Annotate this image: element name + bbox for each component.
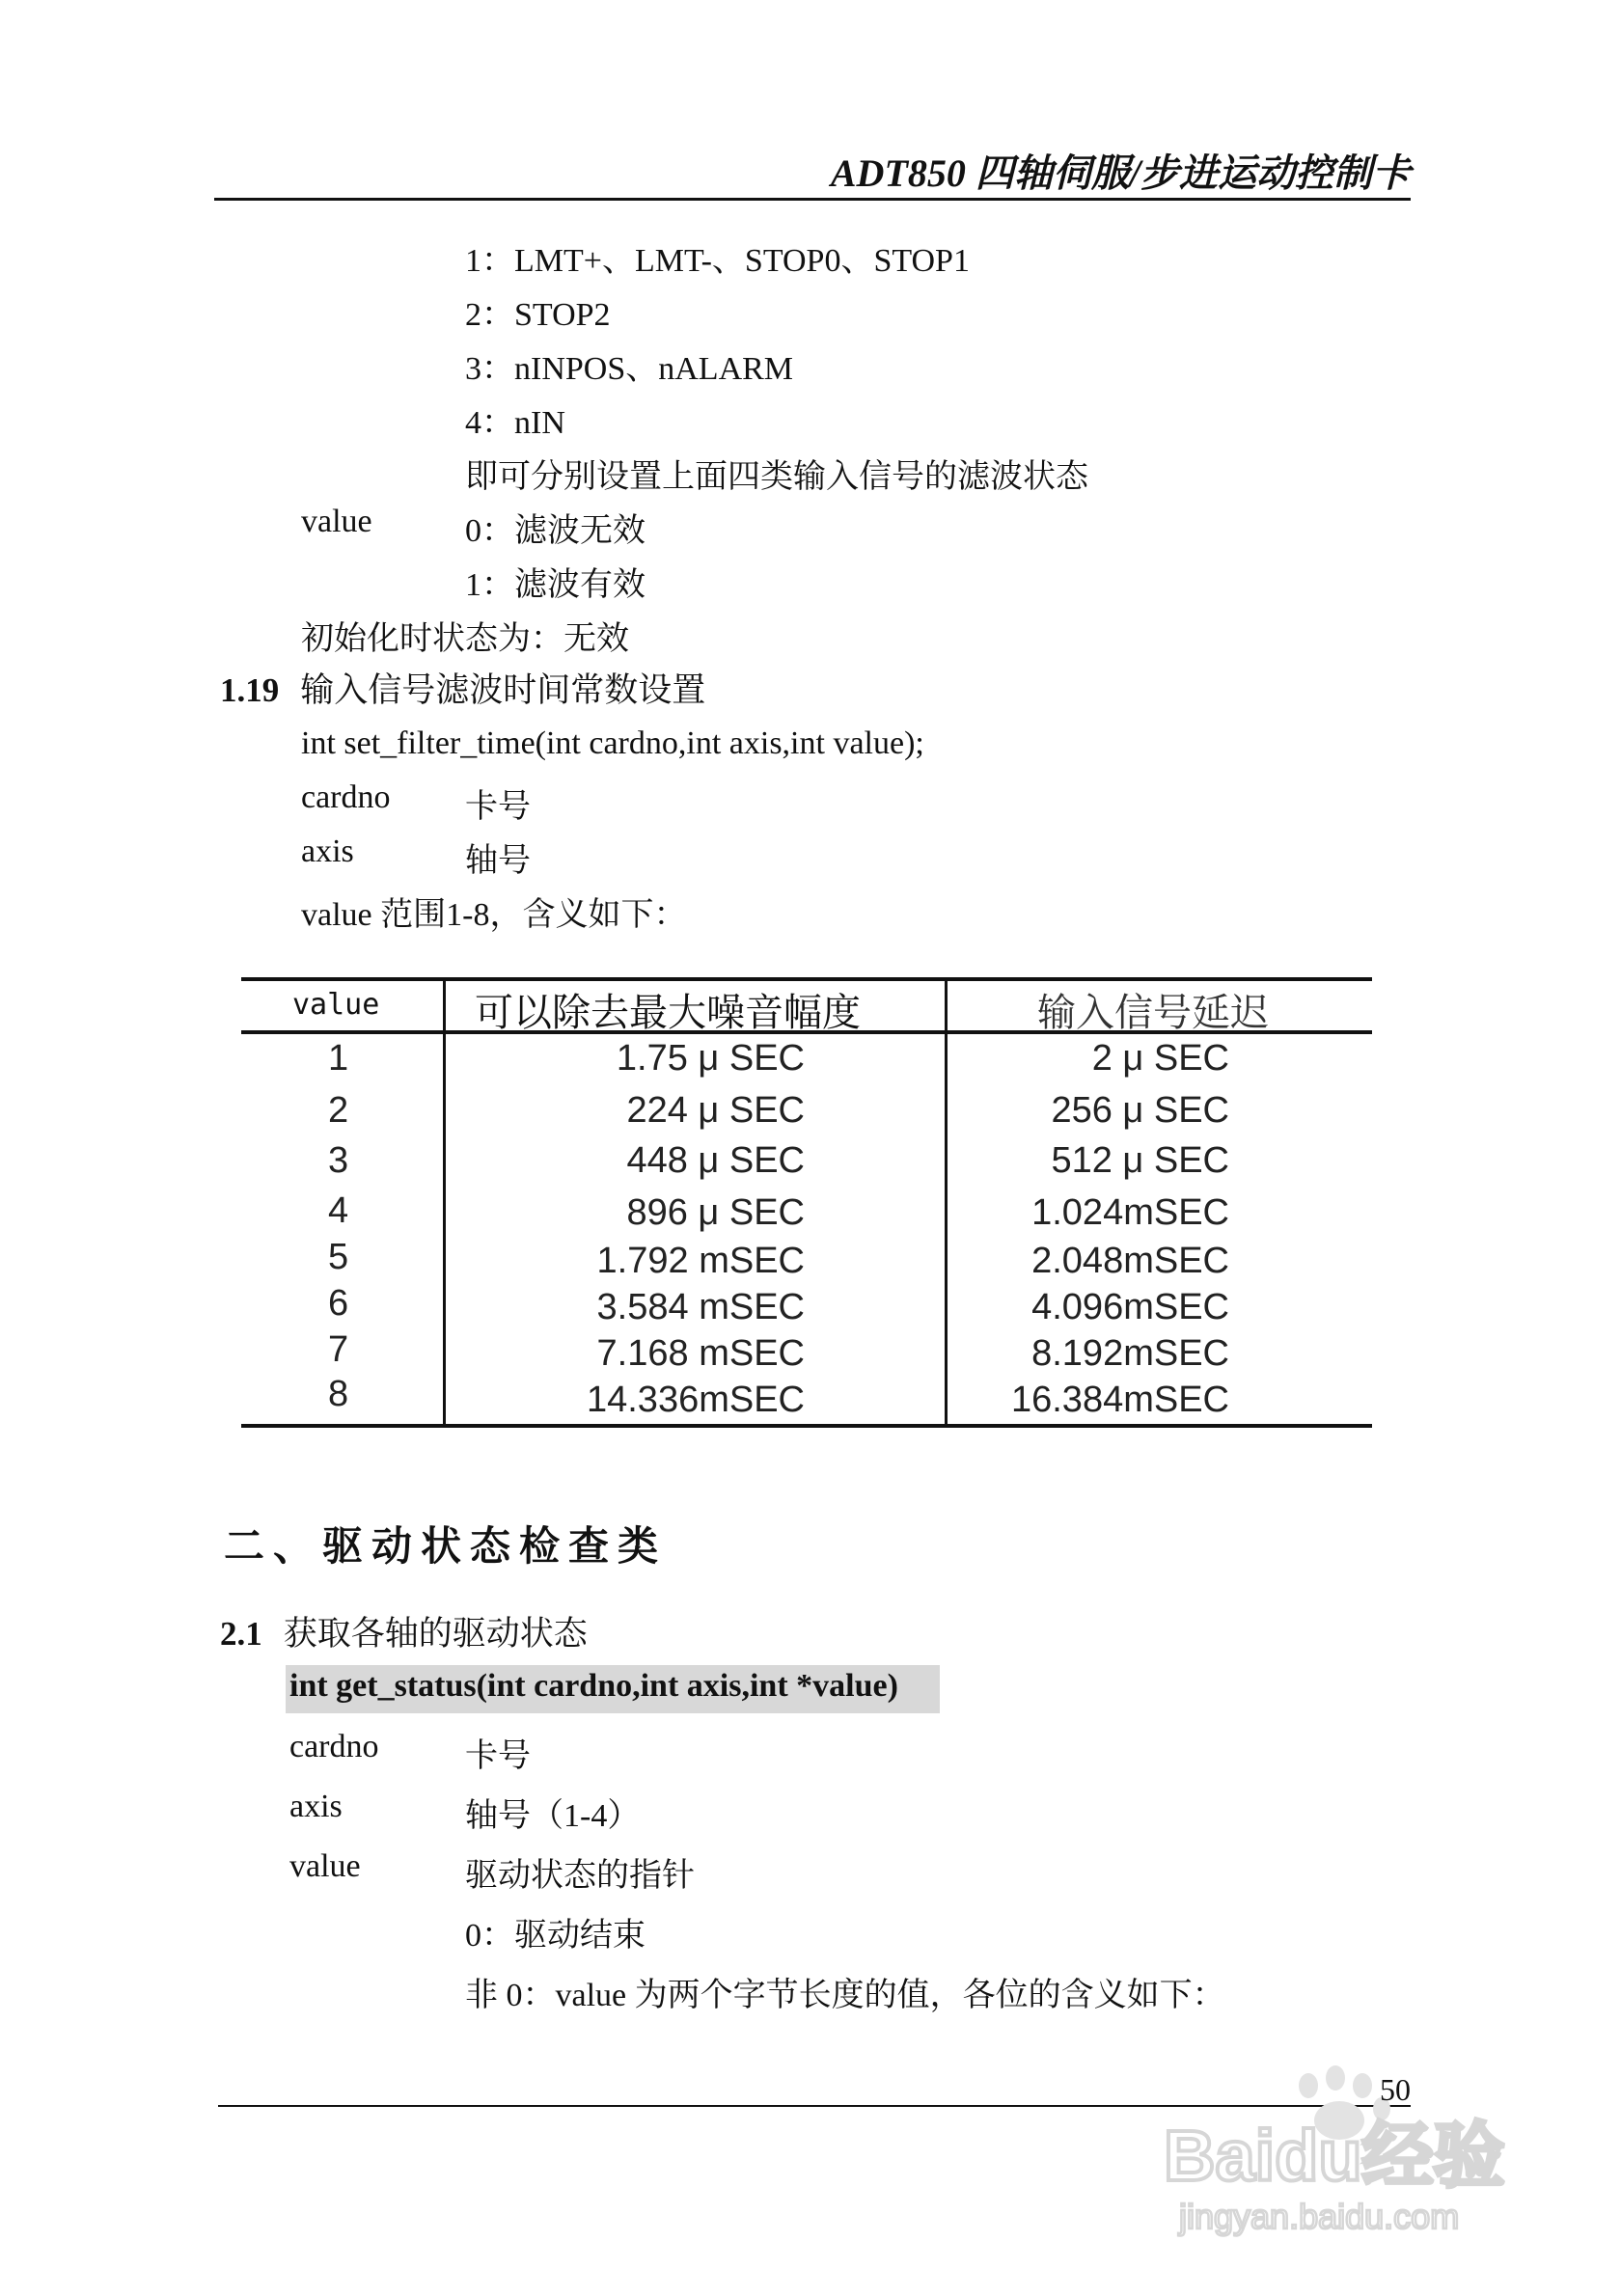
table-cell-delay: 512 μ SEC [1051,1140,1229,1181]
table-cell-value: 1 [328,1038,349,1079]
section-number: 2.1 [220,1615,262,1653]
watermark-brand: Baidu经验 [1164,2116,1505,2196]
section-2-1-heading [220,1607,588,1655]
table-cell-noise: 224 μ SEC [626,1090,805,1131]
table-cell-value: 8 [328,1374,349,1414]
param-desc-axis: 轴号 [465,843,531,879]
table-cell-value: 4 [328,1190,349,1231]
value-option-nonzero: 非 0：value 为两个字节长度的值，各位的含义如下： [465,1978,1225,2013]
table-column-divider [443,977,446,1428]
filter-type-line-3: 3：nINPOS、nALARM [465,351,794,387]
value-option-0: 0：驱动结束 [465,1918,646,1954]
table-bottom-rule [241,1424,1372,1428]
table-cell-delay: 2.048mSEC [1031,1241,1229,1281]
table-cell-noise: 3.584 mSEC [596,1287,805,1327]
table-cell-noise: 1.75 μ SEC [616,1038,805,1079]
param-name-value: value [301,504,372,539]
table-cell-delay: 256 μ SEC [1051,1090,1229,1131]
param-name-value: value [289,1848,361,1884]
table-header-value: value [292,988,380,1022]
filter-type-line-1: 1：LMT+、LMT-、STOP0、STOP1 [465,243,970,279]
param-desc-cardno: 卡号 [465,1738,531,1774]
filter-type-note: 即可分别设置上面四类输入信号的滤波状态 [465,459,1088,495]
table-column-divider [945,977,948,1428]
value-range-text: value 范围1-8，含义如下： [301,897,687,933]
section-1-19-heading [220,664,705,712]
section-title: 获取各轴的驱动状态 [283,1615,588,1653]
filter-type-line-4: 4：nIN [465,405,565,441]
table-top-rule [241,977,1372,981]
param-desc-value: 驱动状态的指针 [465,1858,695,1894]
table-cell-delay: 8.192mSEC [1031,1333,1229,1374]
table-cell-noise: 896 μ SEC [626,1192,805,1233]
table-cell-value: 2 [328,1090,349,1131]
table-cell-noise: 1.792 mSEC [596,1241,805,1281]
param-desc-axis: 轴号（1-4） [465,1798,641,1834]
header-divider [214,198,1411,201]
table-cell-noise: 448 μ SEC [626,1140,805,1181]
table-cell-noise: 7.168 mSEC [596,1333,805,1374]
table-cell-delay: 1.024mSEC [1031,1192,1229,1233]
table-header-noise: 可以除去最大噪音幅度 [475,991,861,1034]
table-cell-delay: 4.096mSEC [1031,1287,1229,1327]
filter-type-line-2: 2：STOP2 [465,297,611,333]
document-header-title: ADT850 四轴伺服/步进运动控制卡 [830,151,1411,195]
section-number: 1.19 [220,671,280,709]
page-number: 50 [1380,2072,1411,2107]
table-cell-noise: 14.336mSEC [586,1380,805,1420]
table-cell-value: 6 [328,1283,349,1324]
baidu-jingyan-watermark [1146,2064,1552,2238]
param-name-cardno: cardno [289,1729,379,1764]
value-option-0: 0：滤波无效 [465,513,646,549]
table-cell-value: 3 [328,1140,349,1181]
param-name-axis: axis [289,1789,343,1824]
table-cell-delay: 2 μ SEC [1091,1038,1229,1079]
init-state-text: 初始化时状态为：无效 [301,621,629,657]
param-name-cardno: cardno [301,779,391,815]
table-cell-value: 5 [328,1237,349,1277]
table-cell-delay: 16.384mSEC [1010,1380,1229,1420]
function-signature: int get_status(int cardno,int axis,int *value) [289,1668,898,1704]
section-title: 输入信号滤波时间常数设置 [300,671,706,709]
table-header-delay: 输入信号延迟 [1037,991,1269,1034]
table-cell-value: 7 [328,1329,349,1370]
function-signature: int set_filter_time(int cardno,int axis,int value); [301,725,924,761]
watermark-url: jingyan.baidu.com [1179,2197,1460,2236]
param-name-axis: axis [301,834,354,869]
param-desc-cardno: 卡号 [465,789,531,825]
value-option-1: 1：滤波有效 [465,567,646,603]
chapter-heading: 二、驱动状态检查类 [224,1525,668,1570]
